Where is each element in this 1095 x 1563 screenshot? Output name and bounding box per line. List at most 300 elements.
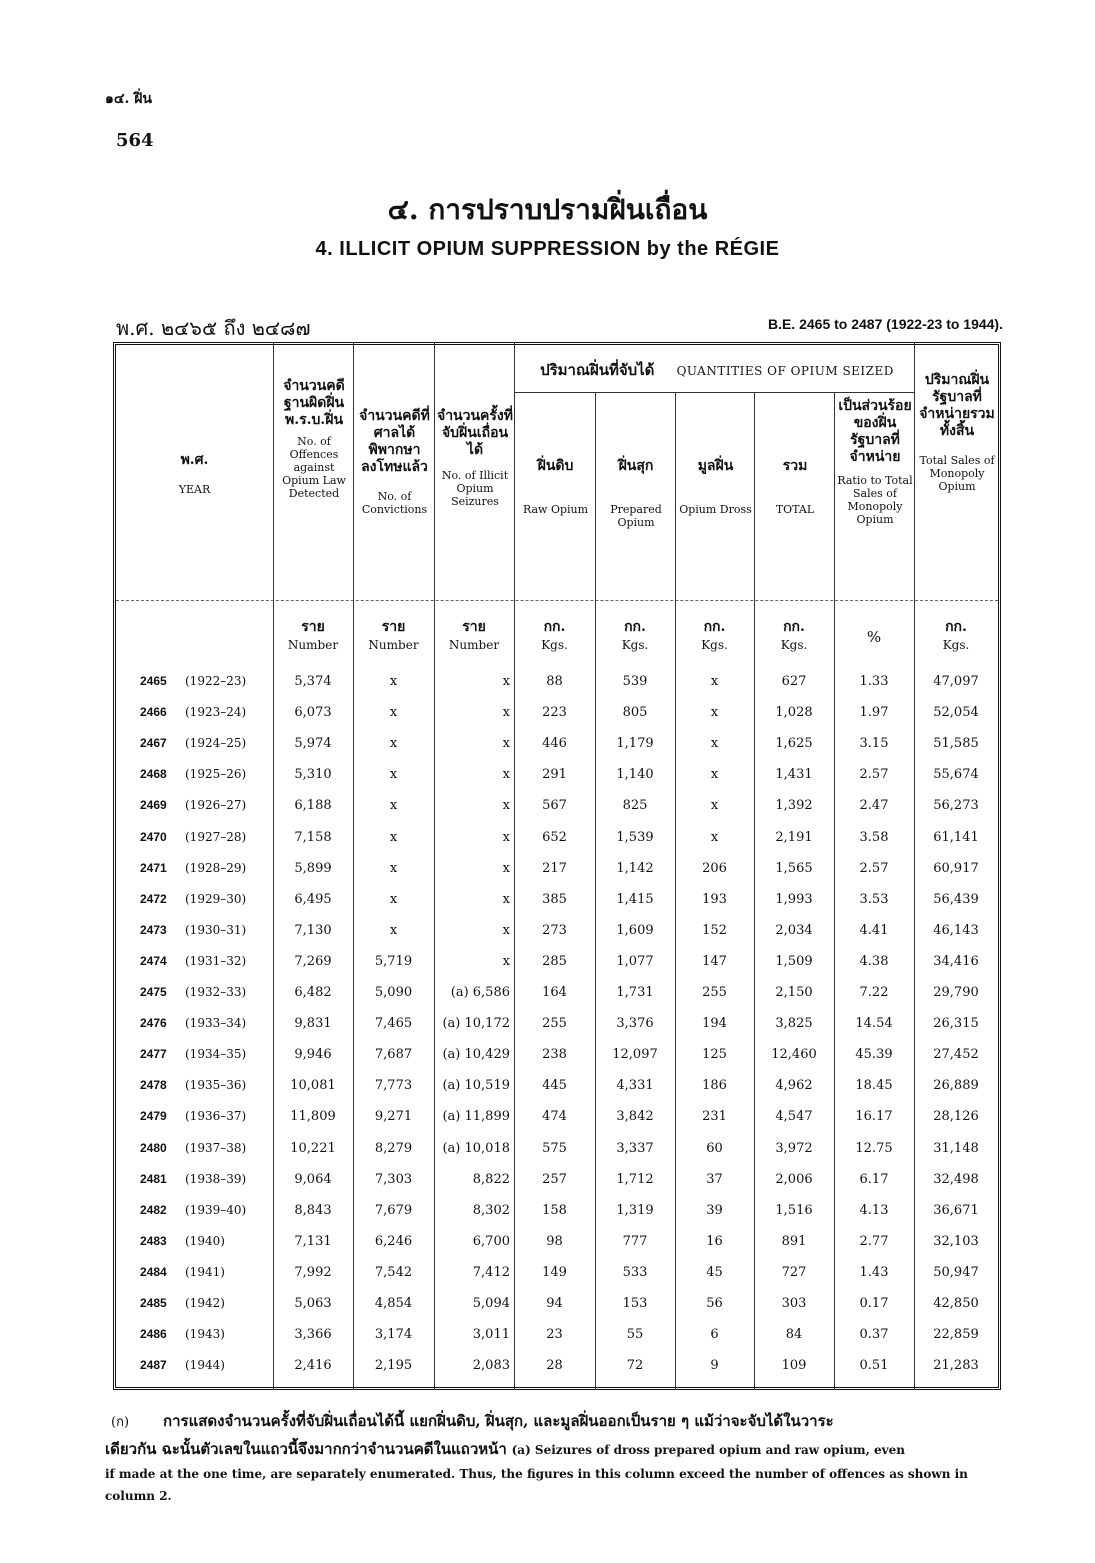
cell-convictions: x xyxy=(389,767,398,783)
cell-seizures: (a) 11,899 xyxy=(442,1109,510,1125)
cell-convictions: 3,174 xyxy=(374,1327,413,1343)
cell-offences: 6,482 xyxy=(294,985,332,1000)
table-row xyxy=(113,824,1001,852)
page-title-english: 4. ILLICIT OPIUM SUPPRESSION by the RÉGIE xyxy=(315,238,780,260)
header-year-thai: พ.ศ. xyxy=(180,452,209,468)
unit-kg xyxy=(754,618,834,654)
cell-year-ce: (1924–25) xyxy=(185,736,247,751)
cell-total: 1,565 xyxy=(775,860,813,876)
cell-year-be: 2477 xyxy=(140,1047,167,1062)
cell-prepared: 1,712 xyxy=(616,1171,654,1187)
table-row xyxy=(113,1259,1001,1287)
cell-seizures: 8,822 xyxy=(472,1171,510,1187)
cell-year-be: 2475 xyxy=(140,985,167,999)
cell-raw: 285 xyxy=(542,953,567,969)
cell-sales: 36,671 xyxy=(933,1202,979,1218)
cell-prepared: 825 xyxy=(622,798,648,814)
cell-convictions: 8,279 xyxy=(374,1140,413,1156)
cell-year-ce: (1929–30) xyxy=(185,891,247,906)
cell-ratio: 3.53 xyxy=(859,891,889,907)
header-dross-thai: มูลฝิ่น xyxy=(697,458,734,474)
cell-year-be: 2478 xyxy=(140,1078,167,1093)
header-ratio xyxy=(836,398,914,526)
unit-kg-en: Kgs. xyxy=(780,638,808,652)
cell-total: 1,993 xyxy=(775,891,813,907)
cell-ratio: 45.39 xyxy=(855,1047,893,1063)
footnote xyxy=(105,1408,995,1507)
cell-raw: 149 xyxy=(542,1264,567,1280)
header-prepared-thai: ฝิ่นสุก xyxy=(618,458,654,474)
cell-total: 1,625 xyxy=(775,736,813,752)
header-prepared-en: Prepared Opium xyxy=(610,503,662,529)
cell-raw: 445 xyxy=(542,1078,567,1094)
cell-prepared: 55 xyxy=(626,1327,644,1343)
cell-total: 1,516 xyxy=(775,1202,813,1218)
cell-dross: 16 xyxy=(706,1233,723,1249)
cell-convictions: x xyxy=(389,705,398,721)
header-convictions xyxy=(355,408,434,516)
page-title-thai: ๔. การปราบปรามฝิ่นเถื่อน xyxy=(387,193,708,226)
cell-convictions: 7,687 xyxy=(374,1047,413,1063)
cell-sales: 42,850 xyxy=(933,1296,979,1311)
cell-ratio: 12.75 xyxy=(855,1140,893,1156)
cell-sales: 56,273 xyxy=(933,798,979,814)
cell-prepared: 72 xyxy=(626,1358,644,1374)
header-offences-thai: จำนวนคดีฐานผิดฝิ่น พ.ร.บ.ฝิ่น xyxy=(283,378,345,428)
header-offences-en: No. of Offences against Opium Law Detected xyxy=(282,435,346,500)
cell-dross: x xyxy=(710,767,719,783)
cell-prepared: 1,179 xyxy=(616,736,654,752)
cell-offences: 5,974 xyxy=(294,736,332,752)
unit-kg-en: Kgs. xyxy=(701,638,728,652)
cell-sales: 32,498 xyxy=(933,1171,979,1187)
cell-year-be: 2465 xyxy=(140,674,167,688)
cell-offences: 3,366 xyxy=(294,1327,332,1343)
footnote-thai-line1 xyxy=(105,1408,995,1436)
table-row xyxy=(113,1321,1001,1349)
header-convictions-thai: จำนวนคดีที่ศาลได้พิพากษาลงโทษแล้ว xyxy=(359,408,430,475)
cell-convictions: x xyxy=(389,891,398,907)
cell-year-ce: (1923–24) xyxy=(185,705,247,720)
cell-ratio: 4.13 xyxy=(859,1202,889,1218)
cell-ratio: 4.38 xyxy=(859,953,889,969)
cell-raw: 28 xyxy=(546,1358,563,1374)
cell-raw: 291 xyxy=(542,767,567,783)
cell-raw: 164 xyxy=(542,985,567,1000)
cell-total: 891 xyxy=(781,1233,807,1249)
header-sales-en: Total Sales of Monopoly Opium xyxy=(919,454,995,493)
cell-total: 1,028 xyxy=(775,705,813,721)
header-raw xyxy=(516,458,595,516)
cell-ratio: 18.45 xyxy=(855,1078,893,1094)
cell-total: 4,547 xyxy=(775,1109,813,1125)
cell-dross: 206 xyxy=(702,860,727,876)
cell-prepared: 1,731 xyxy=(616,985,654,1000)
cell-year-be: 2484 xyxy=(140,1264,167,1279)
cell-dross: 194 xyxy=(702,1016,727,1032)
cell-seizures: 6,700 xyxy=(472,1233,510,1249)
cell-sales: 51,585 xyxy=(933,736,979,752)
cell-year-ce: (1931–32) xyxy=(185,953,247,968)
cell-total: 1,509 xyxy=(775,953,813,969)
unit-number xyxy=(353,618,434,654)
footnote-english-2: if made at the one time, are separately enumerated. Thus, the figures in this column exceed the number of offences as shown in column 2. xyxy=(105,1467,968,1503)
cell-raw: 98 xyxy=(546,1233,563,1249)
table-row xyxy=(113,761,1001,789)
cell-year-be: 2482 xyxy=(140,1202,167,1217)
cell-prepared: 3,376 xyxy=(616,1016,654,1032)
header-seizures-en: No. of Illicit Opium Seizures xyxy=(441,469,509,508)
cell-year-be: 2472 xyxy=(140,891,167,906)
footnote-thai-text: การแสดงจำนวนครั้งที่จับฝิ่นเถื่อนได้นี้ แยกฝิ่นดิบ, ฝิ่นสุก, และมูลฝิ่นออกเป็นราย ๆ แม้ว่าจะจับได้ในวาระ xyxy=(163,1412,834,1430)
unit-number-en: Number xyxy=(287,638,339,652)
footnote-thai-text-2: เดียวกัน ฉะนั้นตัวเลขในแถวนี้จึงมากกว่าจำนวนคดีในแถวหน้า xyxy=(105,1440,507,1458)
table-row xyxy=(113,979,1001,1007)
cell-ratio: 1.97 xyxy=(859,705,889,721)
cell-year-be: 2470 xyxy=(140,829,167,844)
cell-ratio: 7.22 xyxy=(859,985,889,1000)
cell-prepared: 1,539 xyxy=(616,829,654,845)
cell-year-ce: (1935–36) xyxy=(185,1078,247,1093)
cell-seizures: 2,083 xyxy=(472,1358,510,1374)
cell-raw: 238 xyxy=(542,1047,567,1063)
cell-sales: 55,674 xyxy=(933,767,979,783)
unit-number xyxy=(273,618,353,654)
cell-dross: x xyxy=(710,798,719,814)
cell-offences: 7,269 xyxy=(294,953,332,969)
cell-prepared: 533 xyxy=(622,1264,648,1280)
cell-total: 1,392 xyxy=(775,798,813,814)
cell-year-ce: (1943) xyxy=(185,1327,225,1342)
cell-offences: 5,374 xyxy=(294,674,332,689)
cell-year-be: 2479 xyxy=(140,1109,167,1124)
cell-year-be: 2483 xyxy=(140,1233,167,1248)
table-row xyxy=(113,1166,1001,1194)
cell-ratio: 0.37 xyxy=(859,1327,889,1343)
table-row xyxy=(113,1103,1001,1131)
cell-ratio: 3.15 xyxy=(859,736,889,752)
unit-kg-en: Kgs. xyxy=(942,638,970,652)
cell-ratio: 0.51 xyxy=(859,1358,889,1374)
header-quantities xyxy=(520,358,914,382)
cell-offences: 10,221 xyxy=(290,1140,336,1156)
cell-year-be: 2486 xyxy=(140,1327,167,1342)
cell-raw: 217 xyxy=(542,860,567,876)
cell-year-ce: (1933–34) xyxy=(185,1016,247,1031)
cell-total: 303 xyxy=(781,1296,807,1311)
table-row xyxy=(113,948,1001,976)
cell-offences: 5,310 xyxy=(294,767,332,783)
cell-raw: 273 xyxy=(542,922,567,938)
table-row xyxy=(113,1228,1001,1256)
cell-seizures: x xyxy=(502,705,510,721)
cell-dross: x xyxy=(710,736,719,752)
cell-raw: 385 xyxy=(542,891,567,907)
unit-kg xyxy=(914,618,998,654)
header-quantities-thai: ปริมาณฝิ่นที่จับได้ xyxy=(540,361,655,379)
cell-year-ce: (1938–39) xyxy=(185,1171,247,1186)
section-label: ๑๔. ฝิ่น xyxy=(105,91,153,107)
cell-year-ce: (1940) xyxy=(185,1233,225,1248)
cell-total: 3,825 xyxy=(775,1016,813,1032)
cell-raw: 94 xyxy=(546,1296,563,1311)
cell-seizures: x xyxy=(502,736,510,752)
unit-kg xyxy=(514,618,595,654)
table-row xyxy=(113,886,1001,914)
unit-kg-thai: กก. xyxy=(624,619,646,635)
cell-sales: 52,054 xyxy=(933,705,979,721)
cell-year-be: 2474 xyxy=(140,953,167,968)
cell-prepared: 1,077 xyxy=(616,953,654,969)
cell-year-ce: (1934–35) xyxy=(185,1047,247,1062)
cell-convictions: x xyxy=(389,798,398,814)
header-quantities-en: QUANTITIES OF OPIUM SEIZED xyxy=(676,364,894,378)
cell-sales: 50,947 xyxy=(933,1264,979,1280)
cell-seizures: x xyxy=(502,860,510,876)
table-row xyxy=(113,668,1001,696)
cell-ratio: 2.47 xyxy=(859,798,889,814)
cell-seizures: 3,011 xyxy=(472,1327,510,1343)
table-row xyxy=(113,1010,1001,1038)
table-row xyxy=(113,1135,1001,1163)
cell-total: 2,150 xyxy=(775,985,813,1000)
cell-prepared: 805 xyxy=(622,705,648,721)
cell-offences: 2,416 xyxy=(294,1358,332,1374)
cell-year-ce: (1936–37) xyxy=(185,1109,247,1124)
header-year-en: YEAR xyxy=(178,483,211,496)
cell-raw: 158 xyxy=(542,1202,567,1218)
cell-seizures: x xyxy=(502,953,510,969)
unit-kg-thai: กก. xyxy=(945,619,967,635)
unit-kg-thai: กก. xyxy=(703,619,726,635)
cell-offences: 7,131 xyxy=(294,1233,332,1249)
cell-ratio: 3.58 xyxy=(859,829,889,845)
cell-raw: 23 xyxy=(546,1327,563,1343)
cell-sales: 47,097 xyxy=(933,674,979,689)
cell-dross: 125 xyxy=(702,1047,727,1063)
header-seizures-thai: จำนวนครั้งที่จับฝิ่นเถื่อนได้ xyxy=(436,408,513,458)
header-ratio-en: Ratio to Total Sales of Monopoly Opium xyxy=(837,474,913,526)
unit-kg xyxy=(675,618,754,654)
cell-prepared: 777 xyxy=(622,1233,648,1249)
cell-year-be: 2485 xyxy=(140,1296,167,1310)
header-sales-thai: ปริมาณฝิ่นรัฐบาลที่จำหน่ายรวมทั้งสิ้น xyxy=(919,372,995,439)
cell-offences: 9,064 xyxy=(294,1171,332,1187)
cell-ratio: 16.17 xyxy=(855,1109,893,1125)
cell-offences: 7,158 xyxy=(294,829,332,845)
cell-prepared: 1,319 xyxy=(616,1202,654,1218)
cell-convictions: 2,195 xyxy=(374,1358,413,1374)
header-convictions-en: No. of Convictions xyxy=(361,490,428,516)
header-dross-en: Opium Dross xyxy=(679,503,752,516)
cell-dross: 39 xyxy=(706,1202,723,1218)
cell-ratio: 1.43 xyxy=(859,1264,889,1280)
cell-year-ce: (1932–33) xyxy=(185,985,247,999)
cell-seizures: x xyxy=(502,674,510,689)
cell-dross: 152 xyxy=(702,922,727,938)
period-english: B.E. 2465 to 2487 (1922-23 to 1944). xyxy=(767,316,1003,332)
cell-raw: 567 xyxy=(542,798,567,814)
cell-year-be: 2473 xyxy=(140,922,167,937)
cell-seizures: 7,412 xyxy=(472,1264,510,1280)
header-raw-thai: ฝิ่นดิบ xyxy=(537,458,574,474)
cell-offences: 6,188 xyxy=(294,798,332,814)
table-row xyxy=(113,1352,1001,1380)
cell-sales: 21,283 xyxy=(933,1358,979,1374)
cell-seizures: x xyxy=(502,829,510,845)
cell-year-be: 2468 xyxy=(140,767,167,782)
header-dross xyxy=(677,458,754,516)
table-row xyxy=(113,1197,1001,1225)
header-rule xyxy=(116,600,998,601)
table-row xyxy=(113,855,1001,883)
cell-convictions: 7,465 xyxy=(374,1016,413,1032)
cell-prepared: 153 xyxy=(622,1296,648,1311)
cell-offences: 6,495 xyxy=(294,891,332,907)
cell-dross: 147 xyxy=(702,953,727,969)
cell-offences: 5,063 xyxy=(294,1296,332,1311)
cell-dross: 193 xyxy=(702,891,727,907)
cell-seizures: x xyxy=(502,798,510,814)
cell-dross: 9 xyxy=(710,1358,719,1374)
cell-raw: 255 xyxy=(542,1016,567,1032)
cell-total: 2,191 xyxy=(775,829,813,845)
cell-seizures: 5,094 xyxy=(472,1296,510,1311)
table-row xyxy=(113,1290,1001,1318)
cell-sales: 60,917 xyxy=(933,860,979,876)
cell-total: 2,006 xyxy=(775,1171,813,1187)
header-total-en: TOTAL xyxy=(775,503,815,516)
cell-year-ce: (1928–29) xyxy=(185,860,247,875)
cell-year-ce: (1925–26) xyxy=(185,767,247,782)
cell-sales: 26,315 xyxy=(933,1016,979,1032)
cell-raw: 446 xyxy=(542,736,567,752)
header-ratio-thai: เป็นส่วนร้อยของฝิ่นรัฐบาลที่จำหน่าย xyxy=(838,398,912,465)
cell-seizures: (a) 10,429 xyxy=(442,1047,510,1063)
unit-kg xyxy=(595,618,675,654)
cell-dross: 60 xyxy=(706,1140,723,1156)
unit-kg-thai: กก. xyxy=(543,619,566,635)
cell-ratio: 2.57 xyxy=(859,860,889,876)
header-offences xyxy=(275,378,353,500)
table-row xyxy=(113,1072,1001,1100)
cell-year-ce: (1927–28) xyxy=(185,829,247,844)
cell-seizures: 8,302 xyxy=(472,1202,510,1218)
cell-total: 109 xyxy=(781,1358,807,1374)
footnote-english-1: (a) Seizures of dross prepared opium and raw opium, even xyxy=(511,1443,905,1457)
cell-prepared: 1,609 xyxy=(616,922,654,938)
cell-convictions: 7,542 xyxy=(374,1264,413,1280)
header-rule xyxy=(514,392,914,393)
cell-convictions: 7,773 xyxy=(374,1078,413,1094)
cell-total: 727 xyxy=(781,1264,807,1280)
cell-ratio: 2.57 xyxy=(859,767,889,783)
cell-offences: 10,081 xyxy=(290,1078,336,1094)
cell-year-be: 2487 xyxy=(140,1358,167,1373)
cell-ratio: 1.33 xyxy=(859,674,889,689)
cell-dross: 186 xyxy=(702,1078,727,1094)
cell-convictions: x xyxy=(389,674,398,689)
cell-prepared: 1,142 xyxy=(616,860,654,876)
cell-ratio: 14.54 xyxy=(855,1016,893,1032)
cell-prepared: 3,842 xyxy=(616,1109,654,1125)
cell-ratio: 0.17 xyxy=(859,1296,889,1311)
cell-prepared: 4,331 xyxy=(616,1078,654,1094)
cell-convictions: x xyxy=(389,922,398,938)
cell-dross: 6 xyxy=(710,1327,719,1343)
cell-year-ce: (1926–27) xyxy=(185,798,247,813)
cell-year-be: 2466 xyxy=(140,705,167,720)
unit-number-thai: ราย xyxy=(462,619,486,635)
header-sales xyxy=(916,372,998,493)
cell-sales: 26,889 xyxy=(933,1078,979,1094)
header-year xyxy=(116,452,273,496)
cell-seizures: x xyxy=(502,767,510,783)
page-number: 564 xyxy=(116,130,154,151)
cell-year-be: 2480 xyxy=(140,1140,167,1155)
cell-total: 4,962 xyxy=(775,1078,813,1094)
cell-prepared: 1,140 xyxy=(616,767,654,783)
cell-total: 627 xyxy=(781,674,807,689)
table-row xyxy=(113,917,1001,945)
cell-raw: 223 xyxy=(542,705,567,721)
header-total-thai: รวม xyxy=(782,458,808,474)
cell-sales: 31,148 xyxy=(933,1140,979,1156)
cell-raw: 652 xyxy=(542,829,567,845)
header-total xyxy=(756,458,834,516)
cell-raw: 474 xyxy=(542,1109,567,1125)
unit-kg-thai: กก. xyxy=(783,619,805,635)
footnote-marker: (ก) xyxy=(111,1415,130,1430)
cell-raw: 257 xyxy=(542,1171,567,1187)
cell-convictions: x xyxy=(389,736,398,752)
cell-year-ce: (1942) xyxy=(185,1296,225,1310)
cell-dross: 231 xyxy=(702,1109,727,1125)
cell-seizures: (a) 10,018 xyxy=(442,1140,510,1156)
cell-year-be: 2469 xyxy=(140,798,167,813)
cell-year-ce: (1937–38) xyxy=(185,1140,247,1155)
cell-year-ce: (1922–23) xyxy=(185,674,247,688)
cell-convictions: 6,246 xyxy=(374,1233,413,1249)
cell-sales: 34,416 xyxy=(933,953,979,969)
cell-dross: x xyxy=(710,705,719,721)
cell-seizures: (a) 10,172 xyxy=(442,1016,510,1032)
unit-number-thai: ราย xyxy=(301,619,325,635)
cell-prepared: 539 xyxy=(622,674,648,689)
cell-sales: 27,452 xyxy=(933,1047,979,1063)
cell-year-ce: (1930–31) xyxy=(185,922,247,937)
cell-year-be: 2476 xyxy=(140,1016,167,1031)
cell-seizures: x xyxy=(502,891,510,907)
unit-number xyxy=(434,618,514,654)
cell-sales: 46,143 xyxy=(933,922,979,938)
cell-convictions: 4,854 xyxy=(374,1296,413,1311)
cell-dross: x xyxy=(710,674,719,689)
cell-convictions: 7,679 xyxy=(374,1202,413,1218)
cell-raw: 88 xyxy=(546,674,563,689)
unit-number-en: Number xyxy=(448,638,500,652)
cell-convictions: x xyxy=(389,829,398,845)
unit-number-thai: ราย xyxy=(381,619,406,635)
table-row xyxy=(113,1041,1001,1069)
cell-offences: 6,073 xyxy=(294,705,332,721)
cell-offences: 7,130 xyxy=(294,922,332,938)
cell-offences: 5,899 xyxy=(294,860,332,876)
cell-year-be: 2481 xyxy=(140,1171,167,1186)
cell-convictions: 5,719 xyxy=(374,953,413,969)
cell-convictions: 9,271 xyxy=(374,1109,413,1125)
unit-kg-en: Kgs. xyxy=(541,638,568,652)
